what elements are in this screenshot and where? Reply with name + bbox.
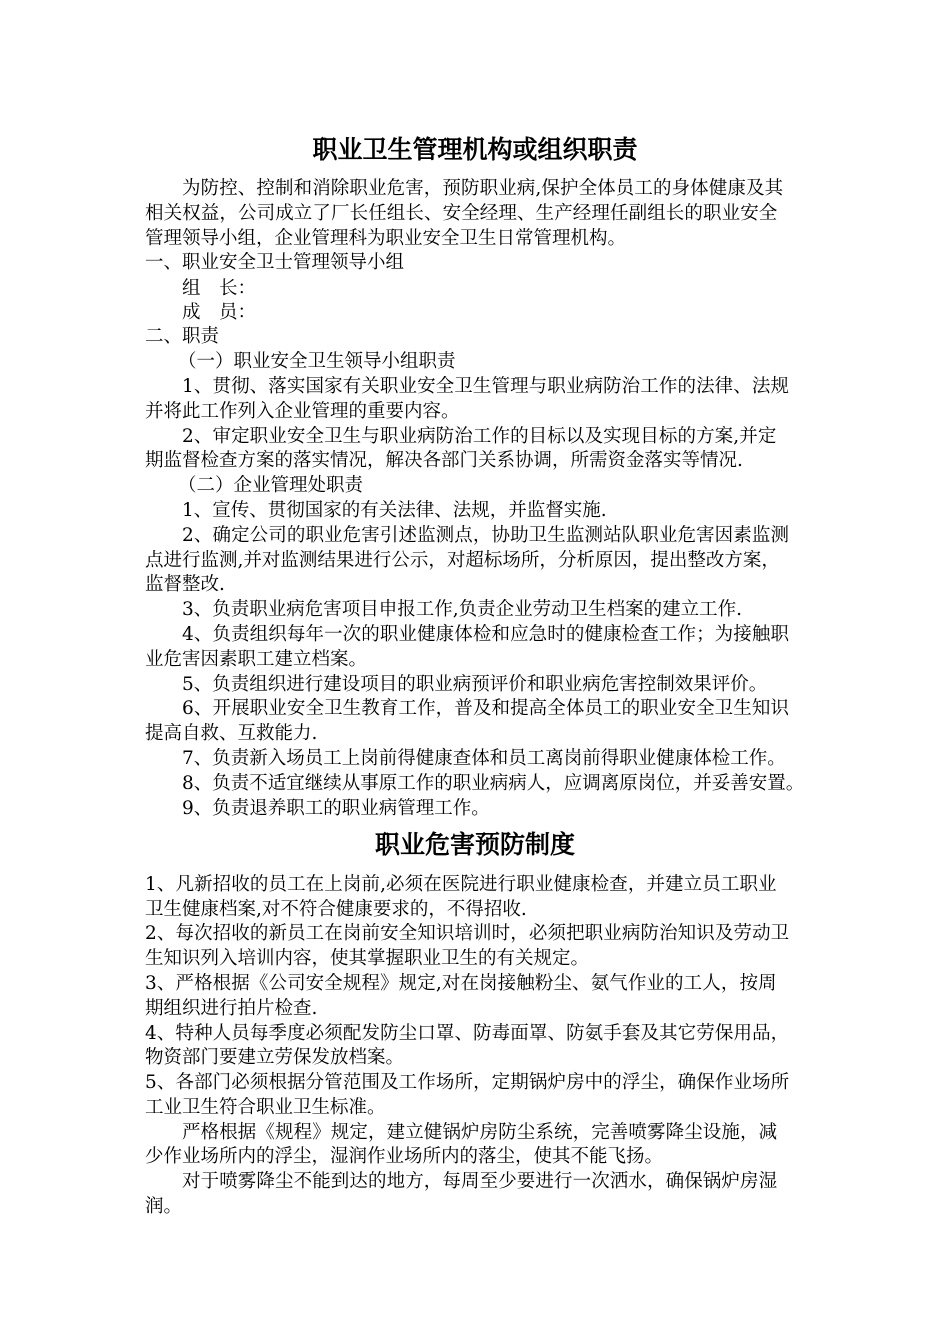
subheading-leadership-duties: （一）职业安全卫生领导小组职责 [178,351,456,372]
paragraph-line: 为防控、控制和消除职业危害，预防职业病,保护全体员工的身体健康及其 [182,178,784,199]
paragraph-line: 少作业场所内的浮尘，湿润作业场所内的落尘，使其不能飞扬。 [145,1146,664,1167]
paragraph-line: 润。 [145,1196,183,1217]
heading-leadership-group: 一、职业安全卫士管理领导小组 [145,252,405,273]
paragraph-line: 卫生健康档案,对不符合健康要求的，不得招收. [145,899,527,920]
paragraph-line: 2、确定公司的职业危害引述监测点，协助卫生监测站队职业危害因素监测 [182,525,790,546]
paragraph-line: 对于喷雾降尘不能到达的地方，每周至少要进行一次洒水，确保锅炉房湿 [182,1171,778,1192]
section-title-occupational-health-org: 职业卫生管理机构或组织职责 [312,135,638,164]
section-title-hazard-prevention: 职业危害预防制度 [374,830,575,859]
paragraph-line: 1、宣传、贯彻国家的有关法律、法规，并监督实施. [182,500,607,521]
paragraph-line: 3、严格根据《公司安全规程》规定,对在岗接触粉尘、氨气作业的工人，按周 [145,973,777,994]
paragraph-line: 业危害因素职工建立档案。 [145,649,368,670]
paragraph-line: 管理领导小组，企业管理科为职业安全卫生日常管理机构。 [145,228,627,249]
paragraph-line: 物资部门要建立劳保发放档案。 [145,1047,405,1068]
paragraph-line: 严格根据《规程》规定，建立健锅炉房防尘系统，完善喷雾降尘设施，减 [182,1122,778,1143]
field-group-leader: 组 长： [182,278,257,299]
paragraph-line: 2、审定职业安全卫生与职业病防治工作的目标以及实现目标的方案,并定 [182,426,777,447]
paragraph-line: 点进行监测,并对监测结果进行公示，对超标场所，分析原因，提出整改方案， [145,550,780,571]
paragraph-line: 1、贯彻、落实国家有关职业安全卫生管理与职业病防治工作的法律、法规 [182,376,790,397]
paragraph-line: 5、负责组织进行建设项目的职业病预评价和职业病危害控制效果评价。 [182,674,768,695]
paragraph-line: 并将此工作列入企业管理的重要内容。 [145,401,460,422]
heading-duties: 二、职责 [145,326,220,347]
paragraph-line: 5、各部门必须根据分管范围及工作场所，定期锅炉房中的浮尘，确保作业场所 [145,1072,790,1093]
field-members: 成 员： [182,302,257,323]
paragraph-line: 4、负责组织每年一次的职业健康体检和应急时的健康检查工作；为接触职 [182,624,790,645]
paragraph-line: 生知识列入培训内容，使其掌握职业卫生的有关规定。 [145,948,590,969]
paragraph-line: 工业卫生符合职业卫生标准。 [145,1097,386,1118]
subheading-management-dept-duties: （二）企业管理处职责 [178,475,364,496]
paragraph-line: 9、负责退养职工的职业病管理工作。 [182,798,490,819]
paragraph-line: 7、负责新入场员工上岗前得健康查体和员工离岗前得职业健康体检工作。 [182,748,786,769]
paragraph-line: 期监督检查方案的落实情况，解决各部门关系协调，所需资金落实等情况. [145,450,743,471]
paragraph-line: 相关权益，公司成立了厂长任组长、安全经理、生产经理任副组长的职业安全 [145,203,778,224]
paragraph-line: 8、负责不适宜继续从事原工作的职业病病人，应调离原岗位，并妥善安置。 [182,773,805,794]
paragraph-line: 期组织进行拍片检查. [145,998,318,1019]
paragraph-line: 3、负责职业病危害项目申报工作,负责企业劳动卫生档案的建立工作. [182,599,743,620]
paragraph-line: 1、凡新招收的员工在上岗前,必须在医院进行职业健康检查，并建立员工职业 [145,874,777,895]
paragraph-line: 6、开展职业安全卫生教育工作，普及和提高全体员工的职业安全卫生知识 [182,698,790,719]
paragraph-line: 提高自救、互救能力. [145,723,318,744]
paragraph-line: 监督整改. [145,574,225,595]
paragraph-line: 2、每次招收的新员工在岗前安全知识培训时，必须把职业病防治知识及劳动卫 [145,923,790,944]
paragraph-line: 4、特种人员每季度必须配发防尘口罩、防毒面罩、防氨手套及其它劳保用品， [145,1023,790,1044]
